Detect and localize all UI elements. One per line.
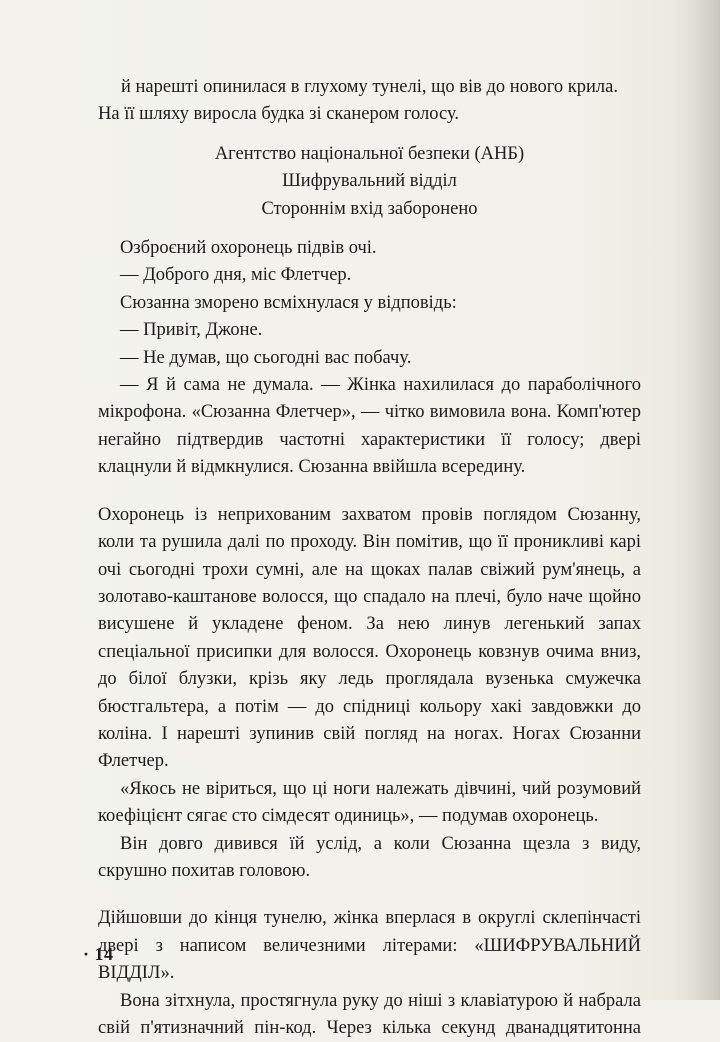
paragraph: Вона зітхнула, простягнула руку до ніші з клавіатурою й набрала свій п'ятизначний пін-код. Через кілька секунд дванадцятитонна (98, 990, 641, 1038)
page-number: · 14 (83, 944, 114, 964)
paragraph: Він довго дивився їй услід, а коли Сюзанна щезла з виду, скрушно похитав головою. (98, 833, 641, 881)
sign-line-department: Шифрувальний відділ (282, 171, 457, 192)
dialogue-line: — Не думав, що сьогодні вас побачу. (120, 347, 412, 368)
intro-line: й нарешті опинилася в глухому тунелі, що вів до нового крила. (120, 77, 619, 97)
sign-line-no-entry: Стороннім вхід заборонено (261, 198, 478, 219)
paragraph: Дійшовши до кінця тунелю, жінка вперлася в округлі склепінчасті двері з написом величезними літерами: «ШИФРУВАЛЬНИЙ ВІДДІЛ». (98, 908, 641, 984)
page-gutter-shadow (674, 0, 720, 1000)
dialogue-line: Сюзанна зморено всміхнулася у відповідь: (120, 292, 457, 313)
dialogue-line: — Доброго дня, міс Флетчер. (120, 265, 352, 286)
paragraph: «Якось не віриться, що ці ноги належать дівчині, чий розумовий коефіцієнт сягає сто сімдесят одиниць», — подумав охоронець. (98, 778, 641, 827)
page-text-block (98, 74, 641, 1042)
sign-line-agency: Агентство національної безпеки (АНБ) (214, 143, 525, 164)
paragraph: Охоронець із неприхованим захватом провів поглядом Сюзанну, коли та рушила далі по проходу. Він помітив, що її проникливі карі очі сьогодні трохи сумні, але на щоках палав свіжий рум'янець, а золотаво-каштанове волосся, що спадало на плечі, було наче щойно висушене й укладене феном. За нею линув легенький запах спеціальної присипки для волосся. Охоронець ковзнув очима вниз, до білої блузки, крізь яку ледь проглядала вузенька смужечка бюстгальтера, а потім — до спідниці кольору хакі завдовжки до коліна. І нарешті зупинив свій погляд на ногах. Ногах Сюзанни Флетчер. (98, 504, 641, 772)
intro-line: На її шляху виросла будка зі сканером голосу. (98, 104, 459, 125)
dialogue-line: Озброєний охоронець підвів очі. (120, 238, 377, 259)
dialogue-line: — Я й сама не думала. — Жінка нахилилася до параболічного мікрофона. «Сюзанна Флетчер», — чітко вимовила вона. Комп'ютер негайно підтвердив частотні характеристики її голосу; двері клацнули й відмкнулися. Сюзанна ввійшла всередину. (98, 375, 641, 478)
dialogue-line: — Привіт, Джоне. (120, 320, 263, 341)
